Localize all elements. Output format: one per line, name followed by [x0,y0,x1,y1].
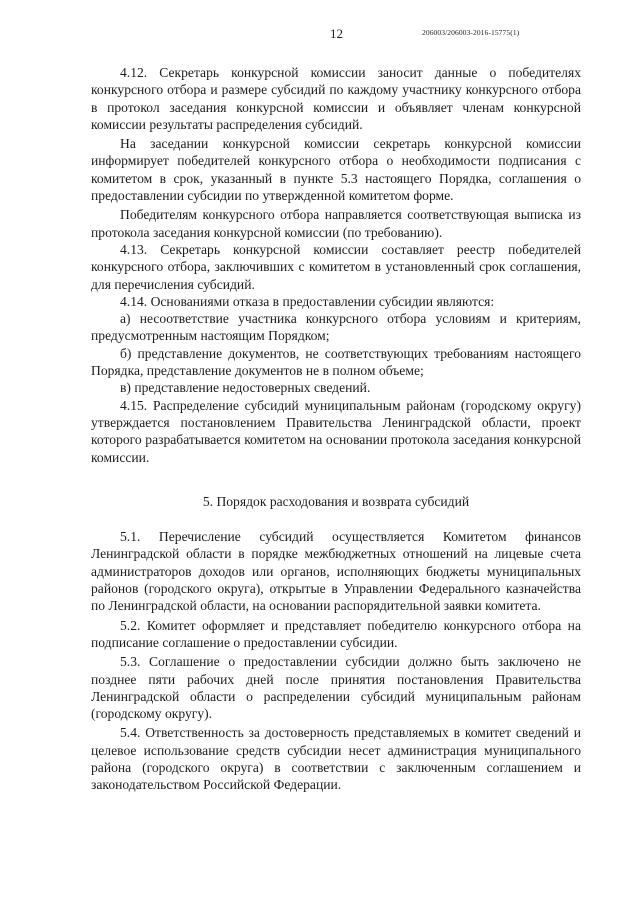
paragraph-4-12: 4.12. Секретарь конкурсной комиссии заносит данные о победителях конкурсного отбора и размере субсидий по каждому участнику конкурсного отбора в протокол заседания конкурсной комиссии и объявляет членам конкурсной комиссии результаты распределения субсидий. [91,65,581,132]
list-item-b: б) представление документов, не соответствующих требованиям настоящего Порядка, представление документов не в полном объеме; [91,345,581,379]
paragraph-protocol-extract: Победителям конкурсного отбора направляется соответствующая выписка из протокола заседания конкурсной комиссии (по требованию). [91,207,581,240]
list-item-v: в) представление недостоверных сведений. [120,380,371,396]
list-item-a: а) несоответствие участника конкурсного отбора условиям и критериям, предусмотренным настоящим Порядком; [91,311,581,344]
section-5-heading: 5. Порядок расходования и возврата субсидий [202,493,470,509]
paragraph-5-1: 5.1. Перечисление субсидий осуществляется Комитетом финансов Ленинградской области в порядке межбюджетных отношений на лицевые счета администраторов доходов или органов, исполняющих бюджеты муниципальных районов (городского округа), открытые в Управлении Федерального казначейства по Ленинградской области, на основании распорядительной заявки комитета. [91,529,581,614]
paragraph-5-2: 5.2. Комитет оформляет и представляет победителю конкурсного отбора на подписание соглашение о предоставлении субсидии. [91,617,581,650]
document-registration-code: 206003/206003-2016-15775(1) [422,28,520,37]
paragraph-5-4: 5.4. Ответственность за достоверность представляемых в комитет сведений и целевое использование средств субсидии несет администрация муниципального района (городского округа) в соответствии с заключенным соглашением и законодательством Российской Федерации. [91,725,581,793]
paragraph-commission-meeting: На заседании конкурсной комиссии секретарь конкурсной комиссии информирует победителей конкурсного отбора о необходимости подписания с комитетом в срок, указанный в пункте 5.3 настоящего Порядка, соглашения о предоставлении субсидии по утвержденной комитетом форме. [91,136,581,204]
paragraph-4-13: 4.13. Секретарь конкурсной комиссии составляет реестр победителей конкурсного отбора, заключивших с комитетом в установленный срок соглашения, для перечисления субсидий. [91,241,581,292]
document-body [91,64,581,794]
paragraph-4-14: 4.14. Основаниями отказа в предоставлении субсидии являются: [120,293,495,309]
paragraph-4-15: 4.15. Распределение субсидий муниципальным районам (городскому округу) утверждается постановлением Правительства Ленинградской области, проект которого разрабатывается комитетом на основании протокола заседания конкурсной комиссии. [91,397,581,465]
page-number: 12 [330,26,343,41]
paragraph-5-3: 5.3. Соглашение о предоставлении субсидии должно быть заключено не позднее пяти рабочих дней после принятия постановления Правительства Ленинградской области о распределении субсидий муниципальным районам (городскому округу). [91,654,581,722]
